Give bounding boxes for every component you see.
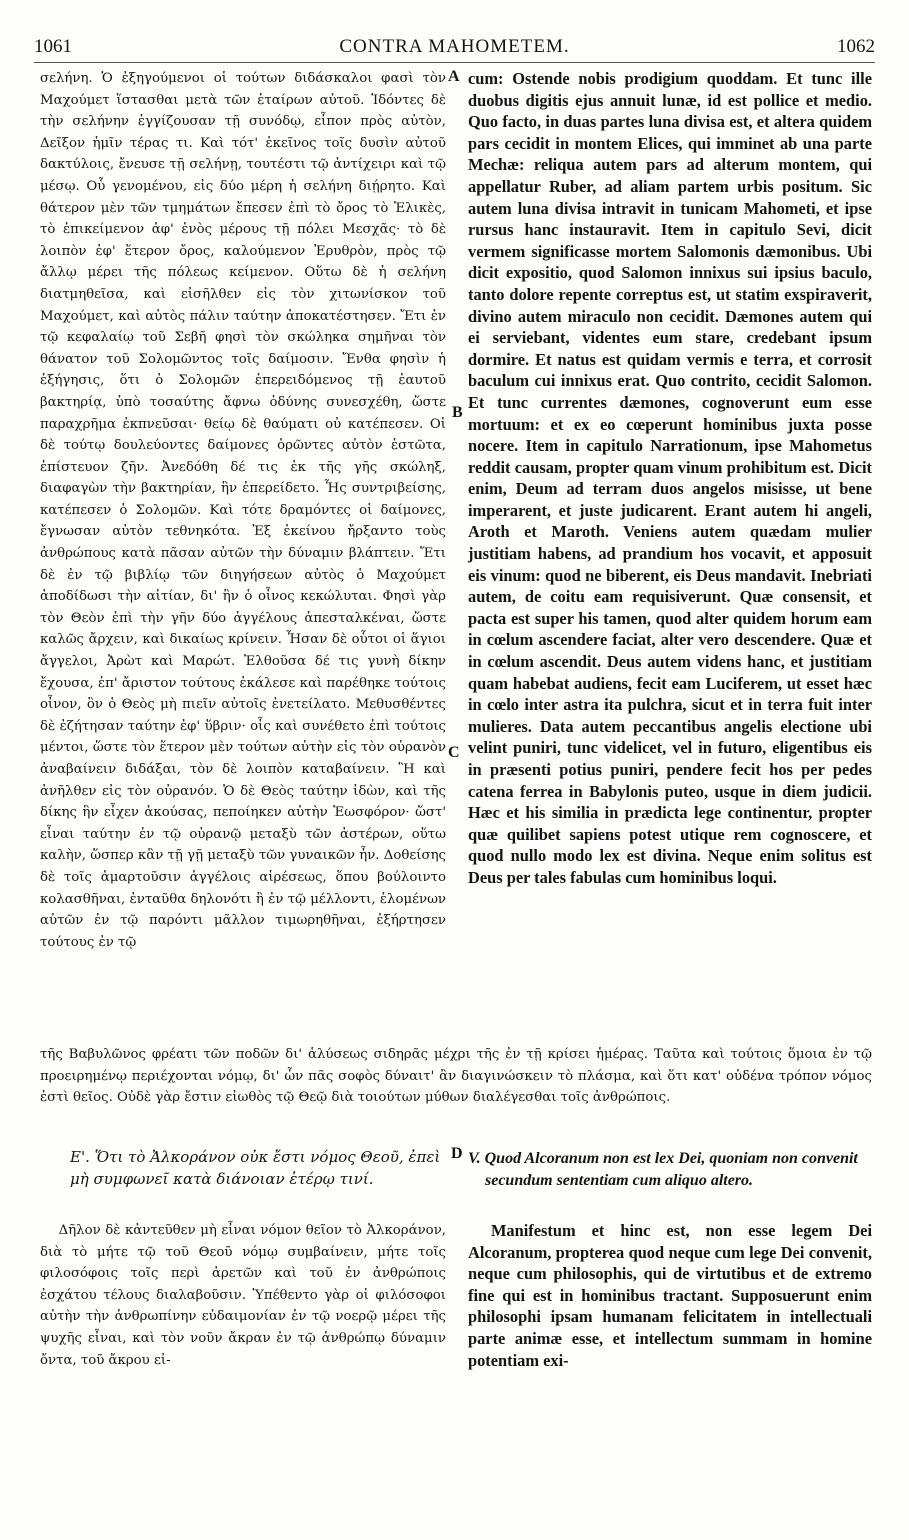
margin-marker-d: D — [451, 1145, 463, 1162]
page-number-left: 1061 — [34, 36, 72, 57]
section-heading-greek: Ε'. Ὅτι τὸ Ἀλκοράνον οὐκ ἔστι νόμος Θεοῦ, ἐπεὶ μὴ συμφωνεῖ κατὰ διάνοιαν ἑτέρῳ τινί. — [70, 1148, 441, 1188]
greek-text-full: τῆς Βαβυλῶνος φρέατι τῶν ποδῶν δι' ἁλύσεως σιδηρᾶς μέχρι τῆς ἐν τῇ κρίσει ἡμέρας. Ταῦτα καὶ τούτοις ὅμοια ἐν τῷ προειρημένῳ περιέχονται νόμῳ, δι' ὧν πᾶς σοφὸς δύναιτ' ἂν διαγινώσκειν τὸ πλάσμα, καὶ ὅτι κατ' οὐδένα τρόπον νόμος ἐστὶ θεῖος. Οὐδὲ γὰρ ἔστιν εἰωθὸς τῷ Θεῷ διὰ τοιούτων μύθων διαλέγεσθαι τοῖς ἀνθρώποις. — [40, 1047, 872, 1106]
latin-column-bottom — [468, 1220, 872, 1371]
margin-marker-a: A — [448, 68, 460, 85]
greek-text-bottom: Δῆλον δὲ κἀντεῦθεν μὴ εἶναι νόμον θεῖον τὸ Ἀλκοράνον, διὰ τὸ μήτε τῷ τοῦ Θεοῦ νόμῳ συμβαίνειν, μήτε τοῖς φιλοσόφοις τοῖς περὶ ἀρετῶν καὶ τοῦ ἐν ἀνθρώποις ἐσχάτου τέλους διαλαβοῦσιν. Ὑπέθεντο γὰρ οἱ φιλόσοφοι αὐτὴν τὴν ἀνθρωπίνην εὐδαιμονίαν ἐν τῷ νοερῷ μέρει τῆς ψυχῆς εἶναι, καὶ τὸν νοῦν ἄκραν ἐν τῷ ἀνθρώπῳ δύναμιν ὄντα, τοῦ ἄκρου εἰ- — [40, 1223, 446, 1368]
section-heading-latin: V. Quod Alcoranum non est lex Dei, quoniam non convenit secundum sententiam cum aliquo altero. — [468, 1150, 858, 1189]
page-header — [34, 36, 875, 64]
greek-text-top: σελήνη. Ὁ ἐξηγούμενοι οἱ τούτων διδάσκαλοι φασὶ τὸν Μαχούμετ ἵστασθαι μετὰ τῶν ἑταίρων αὐτοῦ. Ἰδόντες δὲ τὴν σελήνην ἐγγίζουσαν τῇ συνόδῳ, εἶπον πρὸς αὐτὸν, Δεῖξον ἡμῖν τέρας τι. Καὶ τότ' ἐκεῖνος τοῖς δυσὶν αὐτοῦ δακτύλοις, ἔνευσε τῇ σελήνῃ, τουτέστι τῷ ἀντίχειρι καὶ τῷ μέσῳ. Οὗ γενομένου, εἰς δύο μέρη ἡ σελήνη διῄρητο. Καὶ θάτερον μὲν τῶν τμημάτων ἔπεσεν ἐπὶ τὸ ὄρος τὸ Ἑλικὲς, τὸ ἐπικείμενον ἀφ' ἑνὸς μέρους τῇ πόλει Μεσχᾶς· τὸ δὲ λοιπὸν ἐφ' ἕτερον ὄρος, καλούμενον Ἐρυθρὸν, πρὸς τῷ ἄλλῳ μέρει τῆς πόλεως κείμενον. Οὕτω δὲ ἡ σελήνη διατμηθεῖσα, καὶ εἰσῆλθεν εἰς τὸν χιτωνίσκον τοῦ Μαχούμετ, καὶ αὐτὸς πάλιν ταύτην ἀποκατέστησεν. Ἔτι ἐν τῷ κεφαλαίῳ τοῦ Σεβῆ φησὶ τὸν σκώληκα σημῆναι τὸν θάνατον τοῦ Σολομῶντος τοῖς δαίμοσιν. Ἔνθα φησὶν ἡ ἐξήγησις, ὅτι ὁ Σολομῶν ἐπερειδόμενος τῇ ἑαυτοῦ βακτηρίᾳ, ὑπὸ τοσαύτης ἄφνω ὀδύνης συνεσχέθη, ὥστε παραχρῆμα ἐκπνεῦσαι· θείῳ δὲ θαύματι οὐ κατέπεσεν. Οἱ δὲ τούτῳ δουλεύοντες δαίμονες ὁρῶντες αὐτὸν ἑστῶτα, ἐπίστευον ζῆν. Ἀνεδόθη δέ τις ἐκ τῆς γῆς σκώληξ, διαφαγὼν τὴν βακτηρίαν, ἣν ἐπερείδετο. Ἧς συντριβείσης, κατέπεσεν ὁ Σολομῶν. Καὶ τότε δραμόντες οἱ δαίμονες, ἔγνωσαν αὐτὸν τεθνηκότα. Ἐξ ἐκείνου ἤρξαντο τοὺς ἀνθρώπους κατὰ πᾶσαν αὐτῶν τὴν δύναμιν βλάπτειν. Ἔτι δὲ ἐν τῷ βιβλίῳ τῶν διηγήσεων αὐτὸς ὁ Μαχούμετ ἀποδίδωσι τὴν αἰτίαν, δι' ἣν ὁ οἶνος κεκώλυται. Φησὶ γὰρ τὸν Θεὸν ἐπὶ τὴν γῆν δύο ἀγγέλους ἀπεσταλκέναι, ὥστε καλῶς ἄρχειν, καὶ δικαίως κρίνειν. Ἦσαν δὲ οὗτοι οἱ ἅγιοι ἄγγελοι, Ἀρὼτ καὶ Μαρώτ. Ἐλθοῦσα δέ τις γυνὴ δίκην ἔχουσα, ἐπ' ἄριστον τούτους ἐκάλεσε καὶ παρέθηκε τούτοις οἶνον, ὃν ὁ Θεὸς μὴ πιεῖν αὐτοῖς ἐνετείλατο. Μεθυσθέντες δὲ ἐζήτησαν ταύτην ἐφ' ὕβριν· οἷς καὶ συνέθετο ἐπὶ τούτοις μέντοι, ὥστε τὸν ἕτερον μὲν τούτων αὐτὴν εἰς τὸν οὐρανὸν ἀναβαίνειν διδάξαι, τὸν δὲ λοιπὸν καταβαίνειν. Ἣ καὶ ἀνῆλθεν εἰς τὸν οὐρανόν. Ὁ δὲ Θεὸς ταύτην ἰδὼν, καὶ τῆς δίκης ἣν εἶχεν ἀκούσας, πεποίηκεν αὐτὴν Ἑωσφόρον· ὥστ' εἶναι ταύτην ἐν τῷ οὐρανῷ μεταξὺ τῶν ἀστέρων, οὕτω καλὴν, ὥσπερ κἂν τῇ γῇ μεταξὺ τῶν γυναικῶν ἦν. Δοθείσης δὲ τοῖς ἁμαρτοῦσιν ἀγγέλοις αἱρέσεως, ὅπου βούλοιντο κολασθῆναι, ἐνταῦθα δηλονότι ἢ ἐν τῷ μέλλοντι, ἑλομένων αὐτῶν ἐν τῷ παρόντι μᾶλλον τιμωρηθῆναι, ἐξήρτησεν τούτους ἐν τῷ — [40, 71, 446, 950]
greek-column-bottom — [40, 1220, 446, 1371]
latin-column-top — [468, 68, 872, 889]
header-rule — [34, 62, 875, 63]
latin-text-bottom: Manifestum et hinc est, non esse legem Dei Alcoranum, propterea quod neque cum lege Dei convenit, neque cum philosophis, qui de virtutibus et de extremo fine qui est in hominibus tractant. Supposuerunt enim philosophi ipsam humanam felicitatem in intellectuali parte animæ esse, et intellectum summam in homine potentiam exi- — [468, 1221, 872, 1370]
latin-text-top: cum: Ostende nobis prodigium quoddam. Et tunc ille duobus digitis ejus annuit lunæ, id est pollice et medio. Quo facto, in duas partes luna divisa est, et altera quidem pars cecidit in montem Elices, qui imminet ab una parte Mechæ: reliqua autem pars ad alterum montem, qui appellatur Ruber, ad aliam partem urbis positum. Sic autem luna divisa intravit in tunicam Mahometi, et ipse rursus hanc instauravit. Item in capitulo Sevi, dicit vermem significasse mortem Salomonis dæmonibus. Ubi dicit expositio, quod Salomon innixus sui ipsius baculo, tanto dolore repente correptus est, ut statim exspiraverit, divino autem miraculo non cecidit. Dæmones autem qui ei serviebant, videntes eum stare, credebant ipsum dormire. Et natus est quidam vermis e terra, et corrosit baculum cui innixus erat. Quo contrito, cecidit Salomon. Et tunc currentes dæmones, cognoverunt eum esse mortuum: et ex eo cœperunt hominibus juxta posse nocere. Item in capitulo Narrationum, ipse Mahometus reddit causam, propter quam vinum prohibitum est. Dicit enim, Deum ad terram duos angelos misisse, ut bene imperarent, et juste judicarent. Erant autem hi angeli, Aroth et Maroth. Veniens autem quædam mulier justitiam habens, ad prandium hos vocavit, et apposuit eis vinum: quod ne biberent, eis Deus mandavit. Inebriati autem, de coitu eam requisiverunt. Quæ consensit, et pacta est super his tamen, quod alter quidem horum eam in cœlum ascendere faciat, alter vero descendere. Quæ et in cœlum ascendit. Deus autem videns hanc, et justitiam quam habebat audiens, fecit eam Luciferem, ut esset hæc in cœlo inter astra ita pulchra, sicut et in terra fuit inter mulieres. Data autem peccantibus angelis electione ubi velint puniri, tunc videlicet, vel in futuro, eligentibus eis in præsenti potius puniri, pendere fecit hos per pedes catena ferrea in Babylonis puteo, usque in diem judicii. Hæc et his similia in prædicta lege continentur, propter quæ quilibet sapiens potest utique rem cognoscere, et quod nullo modo lex est divina. Neque enim solitus est Deus per tales fabulas cum hominibus loqui. — [468, 69, 872, 887]
running-title: CONTRA MAHOMETEM. — [339, 36, 570, 57]
margin-marker-c: C — [448, 744, 460, 761]
greek-full-width — [40, 1044, 872, 1109]
greek-column-top — [40, 68, 446, 953]
page-number-right: 1062 — [837, 36, 875, 57]
margin-marker-b: B — [452, 404, 463, 421]
